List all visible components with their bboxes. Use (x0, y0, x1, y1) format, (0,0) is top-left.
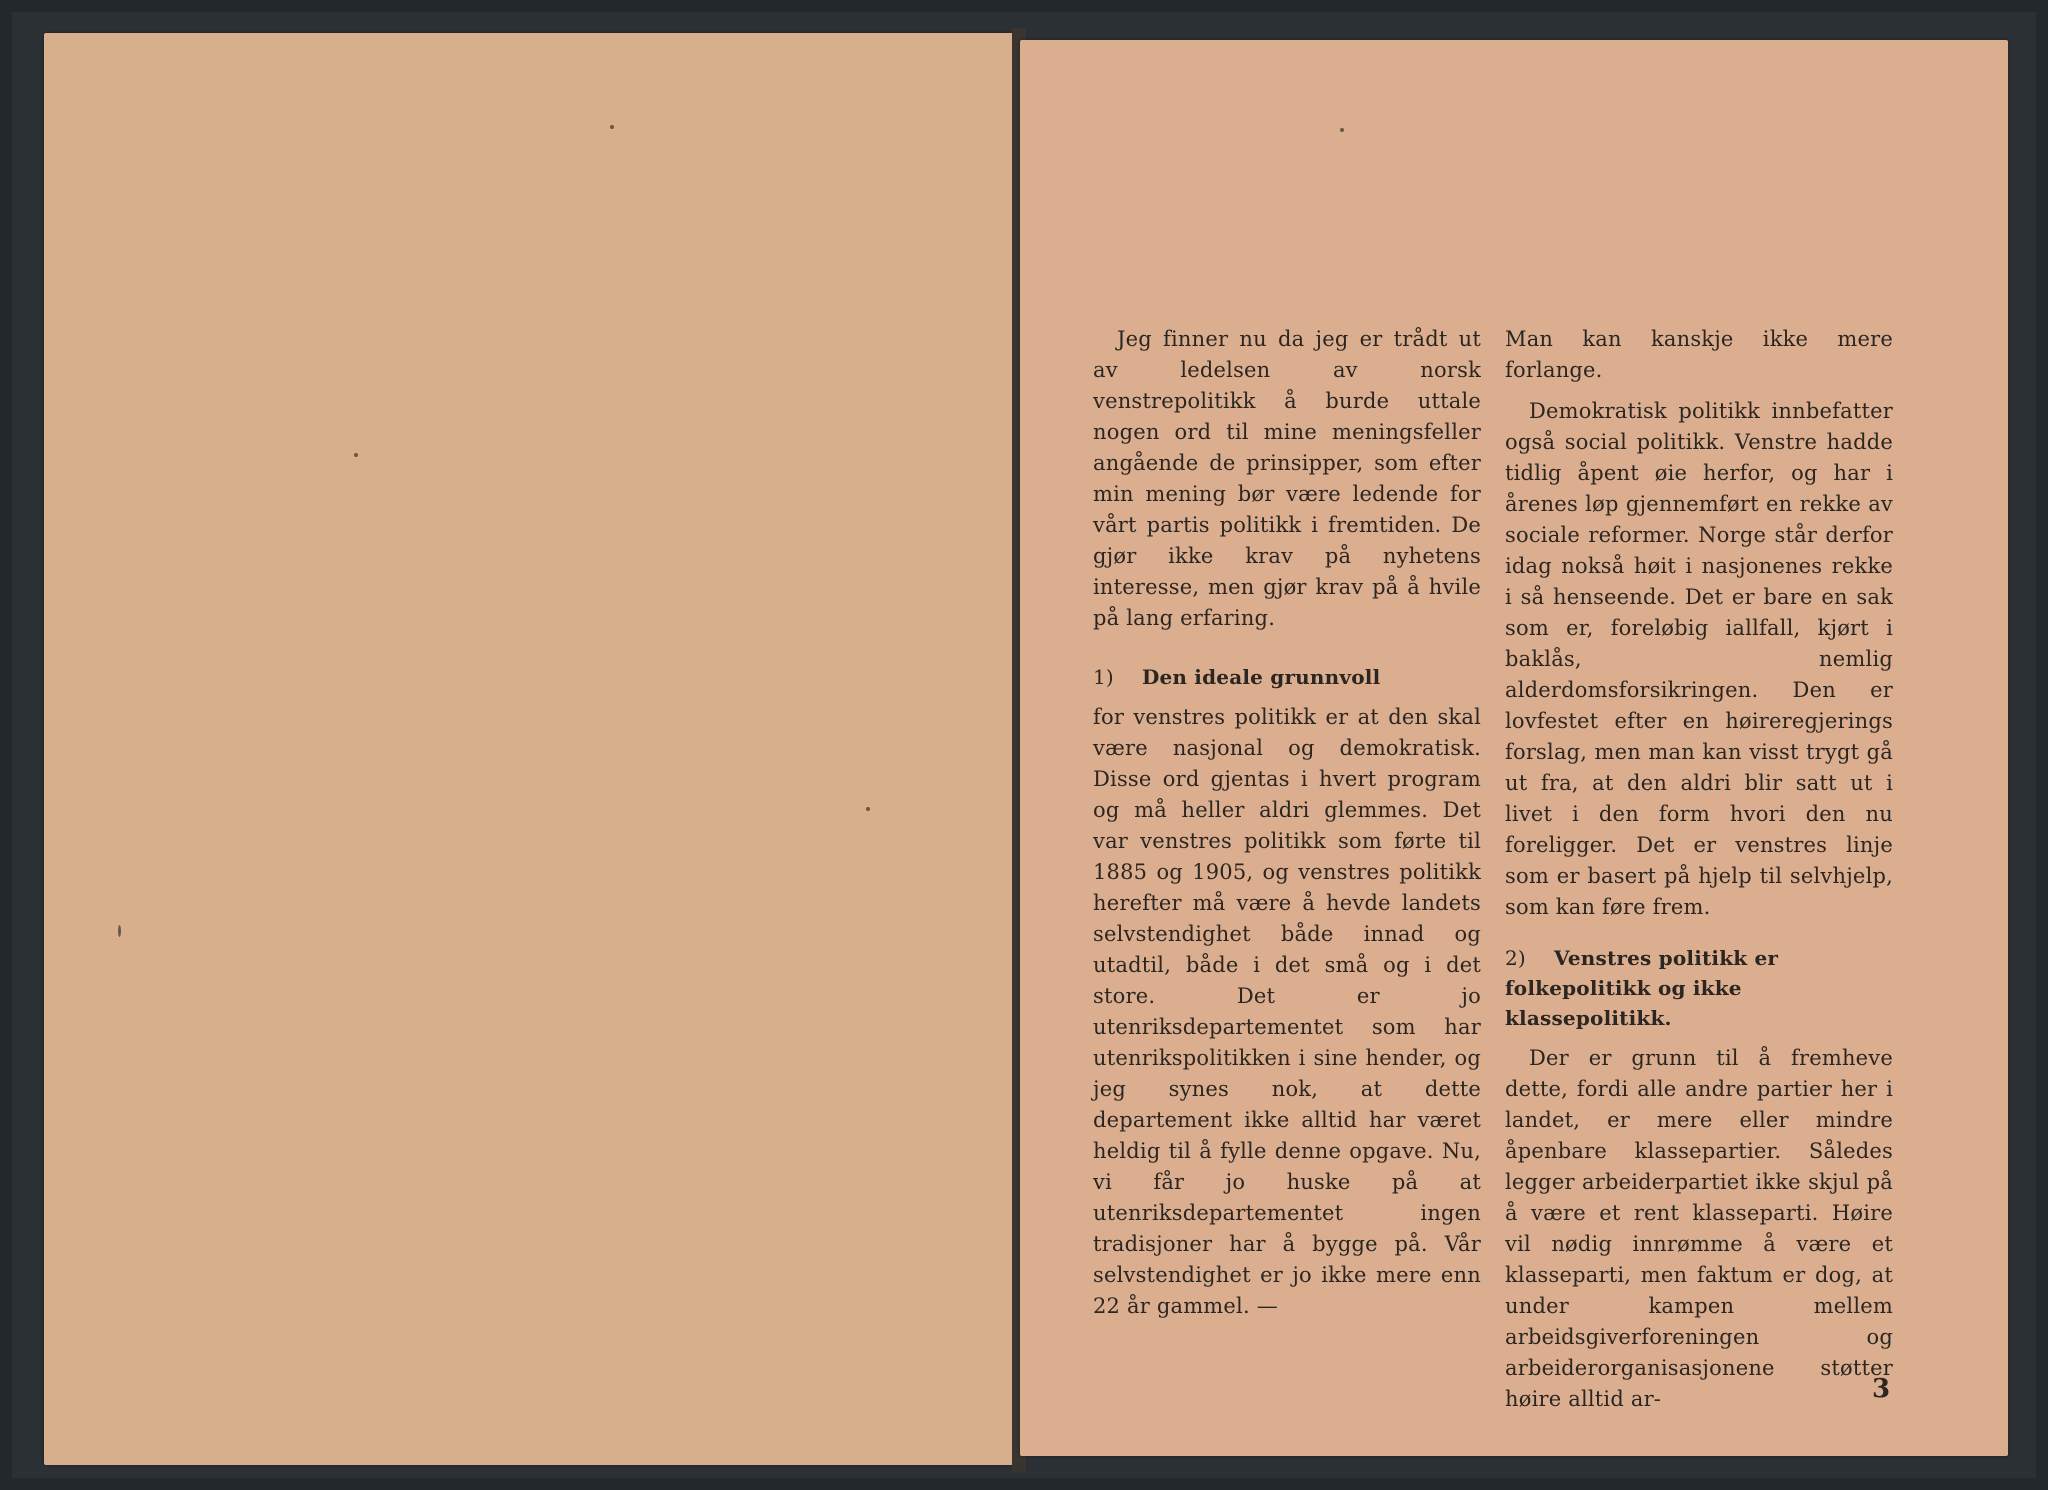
paper-speck (354, 453, 358, 457)
paragraph: for venstres politikk er at den skal være nasjonal og demokratisk. Disse ord gjentas i hvert program og må heller aldri glemmes. Det var venstres politikk som førte til 1885 og 1905, og venstres politikk herefter må være å hevde landets selvstendighet både innad og utadtil, både i det små og i det store. Det er jo utenriksdepartementet som har utenrikspolitikken i sine hender, og jeg synes nok, at dette departement ikke alltid har været heldig til å fylle denne opgave. Nu, vi får jo huske på at utenriksdepartementet ingen tradisjoner har å bygge på. Vår selvstendighet er jo ikke mere enn 22 år gammel. — (1093, 705, 1481, 1318)
paper-speck (118, 925, 121, 937)
paragraph: Jeg finner nu da jeg er trådt ut av ledelsen av norsk venstrepolitikk å burde uttale nogen ord til mine meningsfeller angående de prinsipper, som efter min mening bør være ledende for vårt partis politikk i fremtiden. De gjør ikke krav på nyhetens interesse, men gjør krav på å hvile på lang erfaring. (1093, 327, 1481, 630)
paper-speck (1340, 128, 1344, 132)
paragraph: Man kan kanskje ikke mere forlange. (1505, 327, 1893, 382)
text-column-right (1505, 324, 1893, 1415)
paragraph: Demokratisk politikk innbefatter også social politikk. Venstre hadde tidlig åpent øie herfor, og har i årenes løp gjennemført en rekke av sociale reformer. Norge står derfor idag nokså høit i nasjonenes rekke i så henseende. Det er bare en sak som er, foreløbig iallfall, kjørt i baklås, nemlig alderdomsforsikringen. Den er lovfestet efter en høireregjerings forslag, men man kan visst trygt gå ut fra, at den aldri blir satt ut i livet i den form hvori den nu foreligger. Det er venstres linje som er basert på hjelp til selvhjelp, som kan føre frem. (1505, 399, 1893, 919)
section-number: 1) (1093, 665, 1114, 689)
paragraph: Der er grunn til å fremheve dette, fordi alle andre partier her i landet, er mere eller mindre åpenbare klassepartier. Således legger arbeiderpartiet ikke skjul på å være et rent klasseparti. Høire vil nødig innrømme å være et klasseparti, men faktum er dog, at under kampen mellem arbeidsgiverforeningen og arbeiderorganisasjonene støtter høire alltid ar- (1505, 1046, 1893, 1411)
section-title: Venstres politikk er folkepolitikk og ikke klassepolitikk. (1505, 946, 1779, 1030)
section-heading-2 (1505, 943, 1893, 1033)
section-number: 2) (1505, 946, 1526, 970)
section-title: Den ideale grunnvoll (1141, 665, 1381, 689)
paper-speck (866, 807, 870, 811)
left-page (44, 33, 1016, 1465)
paper-speck (610, 125, 614, 129)
section-heading-1 (1093, 662, 1481, 692)
text-column-left (1093, 324, 1481, 1322)
page-number: 3 (1872, 1374, 1891, 1404)
